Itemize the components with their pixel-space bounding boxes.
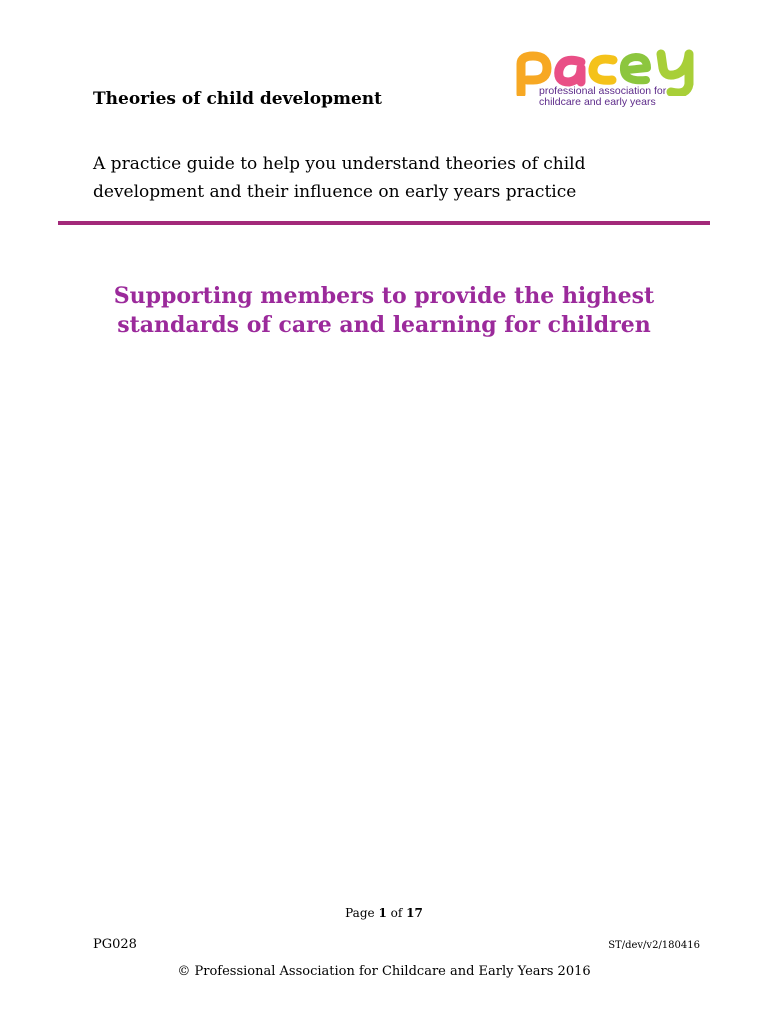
page-of: of: [390, 906, 403, 920]
document-title: Theories of child development: [93, 89, 382, 109]
document-code: PG028: [93, 937, 137, 952]
copyright-notice: © Professional Association for Childcare and Early Years 2016: [177, 964, 591, 979]
document-subtitle: A practice guide to help you understand theories of child development and their influence on early years practice: [93, 154, 586, 202]
page-current: 1: [378, 906, 387, 920]
pacey-logo: [515, 48, 715, 118]
revision-code: ST/dev/v2/180416: [608, 940, 700, 951]
logo-tagline: professional association for childcare and early years: [539, 85, 667, 108]
mission-statement: Supporting members to provide the highest standards of care and learning for children: [113, 283, 655, 338]
page-number: [0, 906, 768, 920]
divider-rule: [58, 221, 710, 225]
page-label: Page: [345, 906, 375, 920]
page-total: 17: [406, 906, 423, 920]
